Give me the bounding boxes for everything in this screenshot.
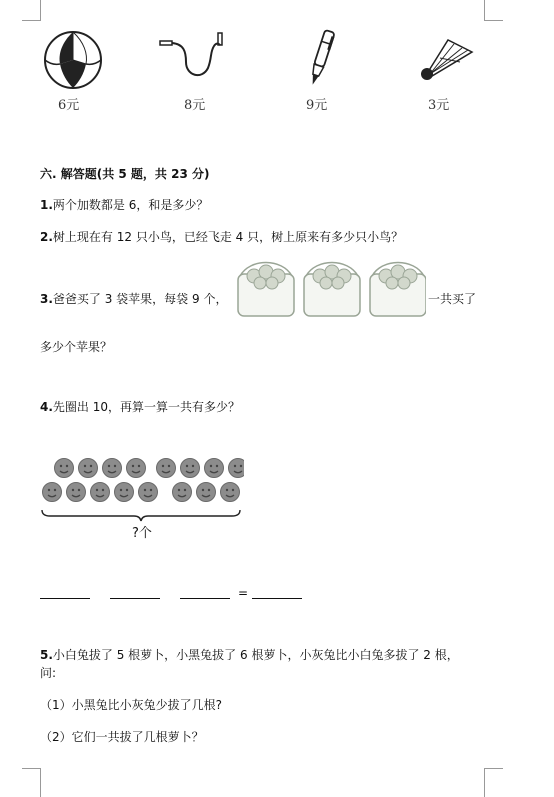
pen-icon — [306, 28, 336, 90]
question-1-text: 两个加数都是 6，和是多少？ — [52, 198, 209, 212]
question-4-text: 先圈出 10，再算一算一共有多少？ — [52, 400, 241, 414]
question-5-sub-2: （2）它们一共拔了几根萝卜？ — [40, 730, 204, 744]
face-icon — [43, 483, 62, 502]
price-shuttlecock: 3元 — [428, 98, 450, 113]
face-icon — [139, 483, 158, 502]
section-title: 六. 解答题(共 5 题，共 23 分) — [40, 167, 210, 181]
question-2 — [40, 228, 403, 245]
question-3-line-1 — [40, 290, 227, 307]
face-icon — [173, 483, 192, 502]
jump-rope-icon — [158, 30, 232, 82]
question-1 — [40, 196, 208, 213]
question-4-number: 4. — [40, 400, 53, 414]
apple-bags — [234, 256, 426, 320]
apple-bag-icon — [304, 263, 360, 317]
question-5-line-1 — [40, 646, 459, 663]
face-icon — [221, 483, 240, 502]
price-jump-rope: 8元 — [184, 98, 206, 113]
answer-blank-3[interactable] — [180, 598, 230, 599]
question-4 — [40, 398, 240, 415]
question-3-text-b: 一共买了 — [428, 292, 477, 306]
face-icon — [127, 459, 146, 478]
corner-mark-top-right — [484, 0, 503, 21]
apple-bag-icon — [238, 263, 294, 317]
shuttlecock-icon — [418, 36, 474, 80]
question-5-text-a: 小白兔拔了 5 根萝卜，小黑兔拔了 6 根萝卜，小灰兔比小白兔多拔了 2 根， — [52, 648, 459, 662]
question-2-number: 2. — [40, 230, 53, 244]
corner-mark-top-left — [22, 0, 41, 21]
beach-ball-icon — [42, 30, 104, 90]
question-5-sub-1: （1）小黑兔比小灰兔少拔了几根? — [40, 698, 223, 712]
question-5-number: 5. — [40, 648, 53, 662]
price-ball: 6元 — [58, 98, 80, 113]
equals-sign: = — [238, 586, 249, 600]
face-icon — [205, 459, 224, 478]
question-3-text-c: 多少个苹果？ — [40, 340, 113, 354]
brace-bracket — [40, 508, 242, 522]
face-icon — [229, 459, 245, 478]
question-3-number: 3. — [40, 292, 53, 306]
brace-label: ?个 — [132, 526, 152, 541]
face-icon — [103, 459, 122, 478]
answer-blank-2[interactable] — [110, 598, 160, 599]
face-icon — [197, 483, 216, 502]
face-icon — [55, 459, 74, 478]
face-icon — [157, 459, 176, 478]
answer-blank-4[interactable] — [252, 598, 302, 599]
face-icon — [181, 459, 200, 478]
question-1-number: 1. — [40, 198, 53, 212]
face-icon — [91, 483, 110, 502]
question-2-text: 树上现在有 12 只小鸟，已经飞走 4 只，树上原来有多少只小鸟？ — [52, 230, 404, 244]
price-pen: 9元 — [306, 98, 328, 113]
corner-mark-bottom-left — [22, 768, 41, 797]
faces-group — [38, 454, 244, 516]
face-icon — [67, 483, 86, 502]
face-icon — [79, 459, 98, 478]
question-3-text-a: 爸爸买了 3 袋苹果，每袋 9 个， — [52, 292, 228, 306]
answer-blank-1[interactable] — [40, 598, 90, 599]
question-5-text-b: 问: — [40, 666, 57, 680]
apple-bag-icon — [370, 263, 426, 317]
corner-mark-bottom-right — [484, 768, 503, 797]
face-icon — [115, 483, 134, 502]
